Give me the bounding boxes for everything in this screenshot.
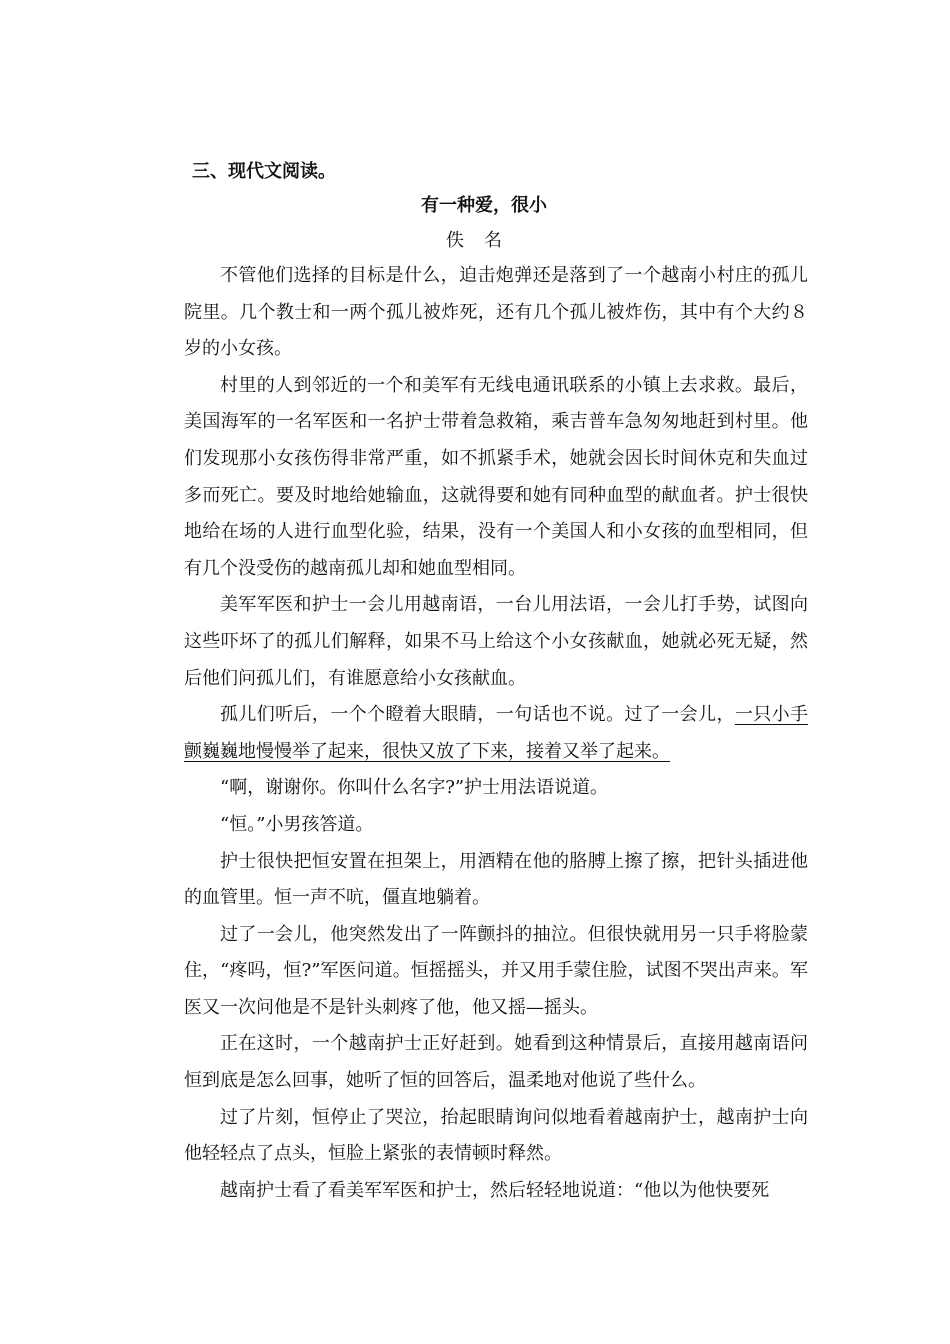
paragraph-text: 美军军医和护士一会儿用越南语，一台儿用法语，一会儿打手势，试图向这些吓坏了的孤儿们解释，如果不马上给这个小女孩献血，她就必死无疑，然后他们问孤儿们，有谁愿意给小女孩献血。 xyxy=(184,594,808,689)
paragraph-text: 过了一会儿，他突然发出了一阵颤抖的抽泣。但很快就用另一只手将脸蒙住，“疼吗，恒?”军医问道。恒摇摇头，并又用手蒙住脸，试图不哭出声来。军医又一次问他是不是针头刺疼了他，他又摇—摇头。 xyxy=(184,923,808,1018)
article-author: 佚名 xyxy=(446,230,522,251)
underlined-sentence: 一只小手颤巍巍地慢慢举了起来，很快又放了下来，接着又举了起来。 xyxy=(184,704,809,762)
paragraph-text: 过了片刻，恒停止了哭泣，抬起眼睛询问似地看着越南护士，越南护士向他轻轻点了点头，恒脸上紧张的表情顿时释然。 xyxy=(184,1106,808,1165)
paragraph-7 xyxy=(184,844,808,917)
paragraph-3 xyxy=(184,587,808,697)
paragraph-text: “啊，谢谢你。你叫什么名字?”护士用法语说道。 xyxy=(220,777,609,799)
paragraph-9 xyxy=(184,1026,808,1099)
paragraph-4 xyxy=(184,697,808,770)
paragraph-11 xyxy=(184,1173,808,1210)
paragraph-text: 正在这时，一个越南护士正好赶到。她看到这种情景后，直接用越南语问恒到底是怎么回事，她听了恒的回答后，温柔地对他说了些什么。 xyxy=(184,1033,808,1092)
article-body xyxy=(184,258,808,1209)
paragraph-5 xyxy=(184,770,808,807)
paragraph-text: “恒。”小男孩答道。 xyxy=(220,813,374,835)
section-heading: 三、现代文阅读。 xyxy=(192,161,336,182)
paragraph-text: 越南护士看了看美军军医和护士，然后轻轻地说道：“他以为他快要死 xyxy=(220,1179,770,1201)
paragraph-text: 不管他们选择的目标是什么，迫击炮弹还是落到了一个越南小村庄的孤儿院里。几个教士和一两个孤儿被炸死，还有几个孤儿被炸伤，其中有个大约８岁的小女孩。 xyxy=(184,265,808,360)
article-title: 有一种爱，很小 xyxy=(421,195,547,216)
paragraph-1 xyxy=(184,258,808,368)
paragraph-text: 孤儿们听后，一个个瞪着大眼睛，一句话也不说。过了一会儿， xyxy=(220,704,735,726)
paragraph-text: 村里的人到邻近的一个和美军有无线电通讯联系的小镇上去求救。最后，美国海军的一名军医和一名护士带着急救箱，乘吉普车急匆匆地赶到村里。他们发现那小女孩伤得非常严重，如不抓紧手术，她就会因长时间休克和失血过多而死亡。要及时地给她输血，这就得要和她有同种血型的献血者。护士很快地给在场的人进行血型化验，结果，没有一个美国人和小女孩的血型相同，但有几个没受伤的越南孤儿却和她血型相同。 xyxy=(184,374,808,579)
paragraph-8 xyxy=(184,917,808,1027)
paragraph-10 xyxy=(184,1100,808,1173)
paragraph-6 xyxy=(184,807,808,844)
paragraph-2 xyxy=(184,368,808,588)
paragraph-text: 护士很快把恒安置在担架上，用酒精在他的胳膊上擦了擦，把针头插进他的血管里。恒一声不吭，僵直地躺着。 xyxy=(184,850,808,909)
